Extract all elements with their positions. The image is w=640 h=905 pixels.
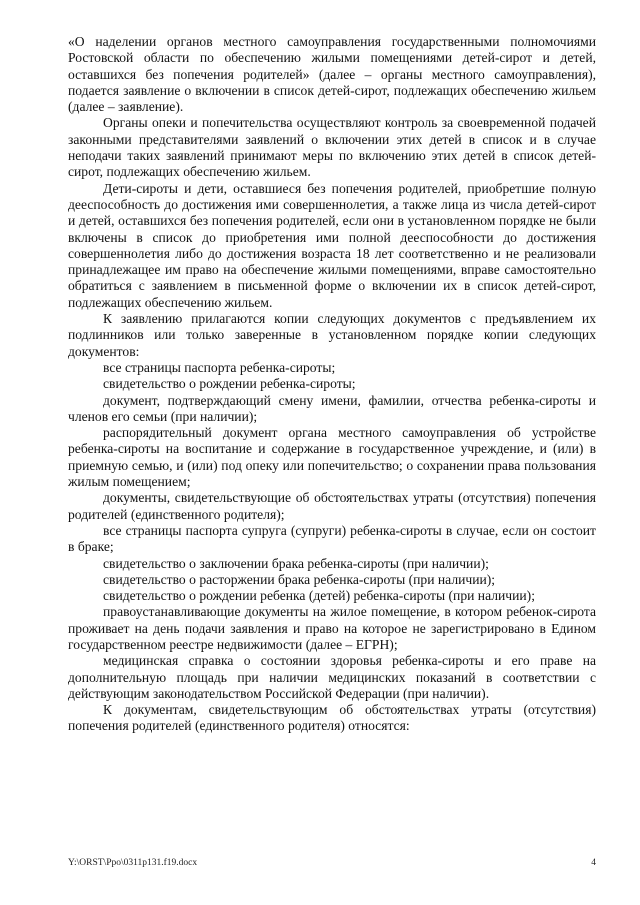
list-item: документы, свидетельствующие об обстоятельствах утраты (отсутствия) попечения родителей (единственного родителя); bbox=[68, 490, 596, 522]
paragraph: «О наделении органов местного самоуправления государственными полномочиями Ростовской области по обеспечению жилыми помещениями детей-сирот и детей, оставшихся без попечения родителей» (далее – органы местного самоуправления), подается заявление о включении в список детей-сирот, подлежащих обеспечению жильем (далее – заявление). bbox=[68, 34, 596, 115]
paragraph: Дети-сироты и дети, оставшиеся без попечения родителей, приобретшие полную дееспособность до достижения ими совершеннолетия, а также лица из числа детей-сирот и детей, оставшихся без попечения родителей, если они в установленном порядке не были включены в список до приобретения ими полной дееспособности до достижения совершеннолетия либо до достижения возраста 18 лет соответственно и не реализовали принадлежащее им право на обеспечение жилыми помещениями, вправе самостоятельно обратиться с заявлением в письменной форме о включении их в список детей-сирот, подлежащих обеспечению жильем. bbox=[68, 180, 596, 310]
list-item: документ, подтверждающий смену имени, фамилии, отчества ребенка-сироты и членов его семьи (при наличии); bbox=[68, 392, 596, 424]
list-item: свидетельство о рождении ребенка (детей) ребенка-сироты (при наличии); bbox=[103, 588, 535, 604]
page-footer bbox=[68, 858, 596, 872]
file-path: Y:\ORST\Ppo\0311p131.f19.docx bbox=[68, 858, 198, 868]
paragraph: Органы опеки и попечительства осуществляют контроль за своевременной подачей законными представителями заявлений о включении этих детей в список и в случае неподачи таких заявлений принимают меры по включению этих детей в список детей-сирот, подлежащих обеспечению жильем. bbox=[68, 115, 596, 180]
list-item: свидетельство о заключении брака ребенка-сироты (при наличии); bbox=[103, 555, 489, 571]
paragraph: К заявлению прилагаются копии следующих документов с предъявлением их подлинников или только заверенные в установленном порядке копии следующих документов: bbox=[68, 311, 596, 359]
page-number: 4 bbox=[591, 858, 596, 868]
list-item: свидетельство о рождении ребенка-сироты; bbox=[103, 376, 356, 392]
list-item: распорядительный документ органа местного самоуправления об устройстве ребенка-сироты на воспитание и содержание в государственное учреждение, и (или) в приемную семью, и (или) под опеку или попечительство; о сохранении права пользования жилым помещением; bbox=[68, 425, 596, 490]
list-item: медицинская справка о состоянии здоровья ребенка-сироты и его праве на дополнительную площадь при наличии медицинских показаний в соответствии с действующим законодательством Российской Федерации (при наличии). bbox=[68, 653, 596, 701]
list-item: правоустанавливающие документы на жилое помещение, в котором ребенок-сирота проживает на день подачи заявления и право на которое не зарегистрировано в Едином государственном реестре недвижимости (далее – ЕГРН); bbox=[68, 604, 596, 652]
list-item: свидетельство о расторжении брака ребенка-сироты (при наличии); bbox=[103, 571, 496, 587]
document-body bbox=[68, 34, 596, 735]
list-item: все страницы паспорта супруга (супруги) ребенка-сироты в случае, если он состоит в браке; bbox=[68, 522, 596, 555]
paragraph: К документам, свидетельствующим об обстоятельствах утраты (отсутствия) попечения родителей (единственного родителя) относятся: bbox=[68, 702, 596, 734]
list-item: все страницы паспорта ребенка-сироты; bbox=[103, 359, 336, 375]
